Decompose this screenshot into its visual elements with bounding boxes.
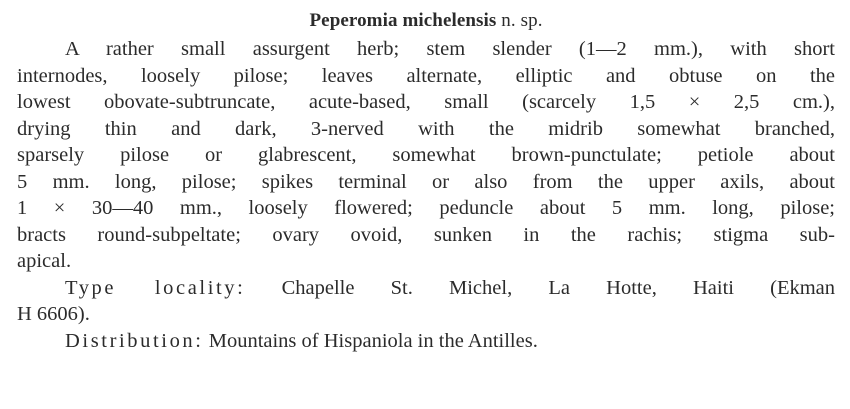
description-line-9: apical. [17,250,72,272]
description-paragraph [17,36,835,275]
description-line-2: internodes, loosely pilose; leaves alternate, elliptic and obtuse on the [17,64,835,87]
description-line-4: drying thin and dark, 3-nerved with the midrib somewhat branched, [17,117,835,140]
distribution-text: Mountains of Hispaniola in the Antilles. [208,329,538,352]
type-locality-line-1 [17,275,835,302]
species-title [17,8,835,34]
type-locality-label: Type locality: [65,276,246,299]
type-locality-paragraph [17,275,835,328]
distribution-paragraph [17,328,835,355]
type-locality-line-2: H 6606). [17,303,90,325]
description-line-7: 1 × 30—40 mm., loosely flowered; peduncle about 5 mm. long, pilose; [17,197,835,219]
description-line-8: bracts round-subpeltate; ovary ovoid, sunken in the rachis; stigma sub- [17,223,835,246]
description-line-1: A rather small assurgent herb; stem slender (1—2 mm.), with short [65,38,835,60]
type-locality-text: Chapelle St. Michel, La Hotte, Haiti (Ekman [281,276,836,299]
distribution-label: Distribution: [65,329,204,352]
species-suffix: n. sp. [501,10,543,31]
description-line-6: 5 mm. long, pilose; spikes terminal or also from the upper axils, about [17,170,835,193]
description-line-5: sparsely pilose or glabrescent, somewhat brown-punctulate; petiole about [17,144,835,166]
distribution-line [17,328,835,355]
description-line-3: lowest obovate-subtruncate, acute-based, small (scarcely 1,5 × 2,5 cm.), [17,91,835,113]
species-name: Peperomia michelensis [309,10,497,31]
document-page [17,8,835,354]
